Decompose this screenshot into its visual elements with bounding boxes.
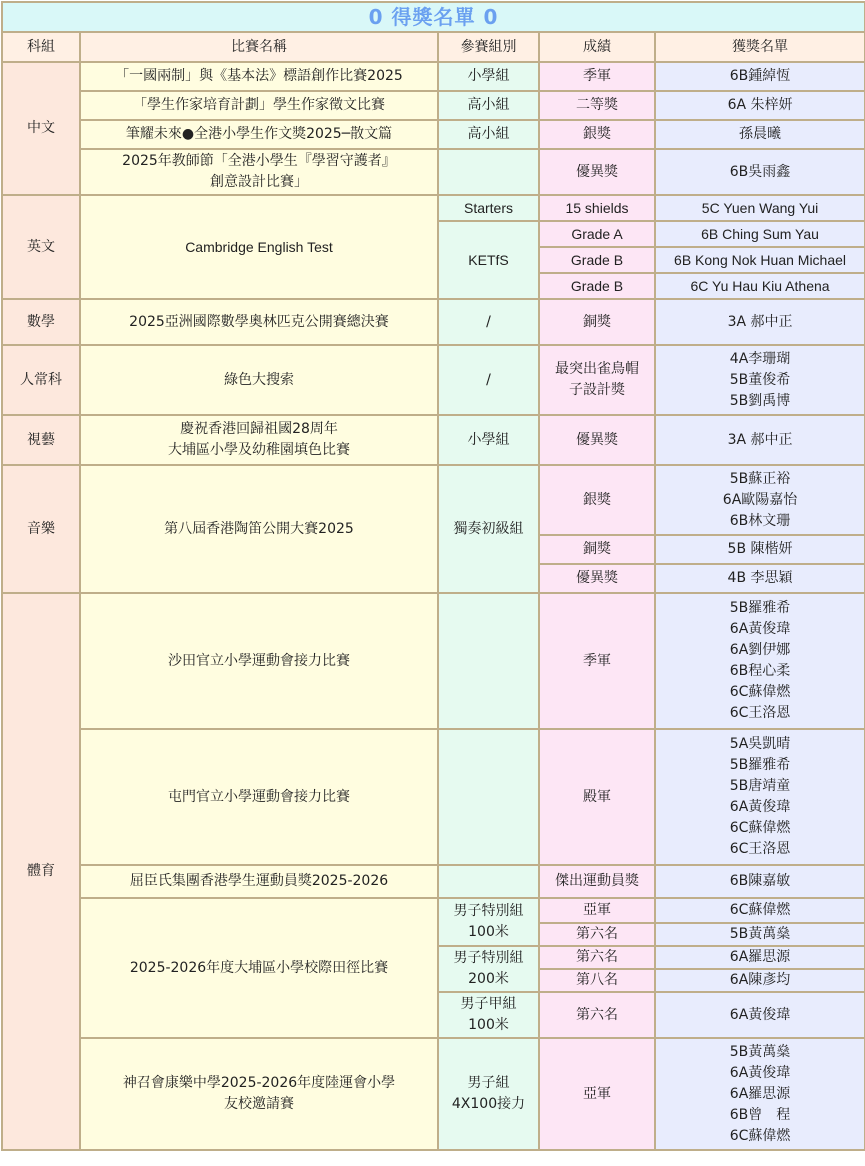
competition-name-line: 創意設計比賽」: [210, 174, 308, 190]
group-line: 男子組: [467, 1075, 510, 1091]
result: [539, 345, 655, 415]
title-row: [2, 2, 865, 32]
competition-name: 第八屆香港陶笛公開大賽2025: [80, 465, 438, 593]
table-row: [2, 345, 865, 415]
competition-name: 屈臣氏集團香港學生運動員獎2025-2026: [80, 865, 438, 898]
table-row: [2, 593, 865, 729]
competition-name: Cambridge English Test: [80, 195, 438, 299]
table-row: [2, 729, 865, 865]
result: 銀獎: [539, 120, 655, 149]
result: Grade B: [539, 273, 655, 299]
winner: 6A歐陽嘉怡: [722, 491, 798, 508]
winner: 5B唐靖童: [729, 778, 791, 794]
table-row: [2, 299, 865, 345]
winner-list: [655, 593, 865, 729]
table-row: [2, 149, 865, 195]
result: 銀獎: [539, 465, 655, 535]
competition-group: [438, 729, 539, 865]
competition-group: 高小組: [438, 120, 539, 149]
winner: 6A劉伊娜: [729, 642, 791, 658]
header-subject: 科組: [2, 32, 80, 62]
winner: 4A李珊瑚: [729, 350, 791, 367]
competition-group: 獨奏初級組: [438, 465, 539, 593]
competition-group: /: [438, 345, 539, 415]
competition-group: [438, 992, 539, 1038]
group-line: 200米: [468, 971, 509, 987]
winner: 6B吳雨鑫: [655, 149, 865, 195]
competition-name: 筆耀未來●全港小學生作文獎2025─散文篇: [80, 120, 438, 149]
competition-group: [438, 865, 539, 898]
competition-name: 綠色大搜索: [80, 345, 438, 415]
result-line: 最突出雀鳥帽: [555, 361, 639, 377]
subject-music: 音樂: [2, 465, 80, 593]
winner: 6A 朱梓妍: [655, 91, 865, 120]
subject-math: 數學: [2, 299, 80, 345]
result: 第八名: [539, 969, 655, 992]
competition-name-line: 大埔區小學及幼稚園填色比賽: [168, 442, 350, 458]
competition-name: 2025亞洲國際數學奧林匹克公開賽總決賽: [80, 299, 438, 345]
winner: 5B羅雅希: [729, 757, 791, 773]
winner: 5B董俊希: [729, 371, 791, 388]
winner: 3A 郝中正: [655, 415, 865, 465]
result: 銅獎: [539, 535, 655, 564]
winner: 5C Yuen Wang Yui: [655, 195, 865, 221]
result: Grade B: [539, 247, 655, 273]
competition-name-line: 友校邀請賽: [224, 1096, 294, 1112]
competition-group: KETfS: [438, 221, 539, 299]
winner: 6A陳彥均: [655, 969, 865, 992]
competition-group: [438, 898, 539, 946]
winner: 6C王洛恩: [729, 841, 791, 857]
winner: 5B 陳楷妍: [655, 535, 865, 564]
winner: 6C蘇偉燃: [729, 820, 791, 836]
winner: 6B Kong Nok Huan Michael: [655, 247, 865, 273]
header-result: 成績: [539, 32, 655, 62]
winner: 6B林文珊: [729, 512, 791, 529]
table-row: [2, 465, 865, 535]
competition-name: [80, 149, 438, 195]
group-line: 男子特別組: [453, 903, 524, 919]
subject-english: 英文: [2, 195, 80, 299]
table-row: [2, 865, 865, 898]
result-line: 子設計獎: [569, 382, 625, 398]
winner: 5B劉禹博: [729, 392, 791, 409]
winner: 6B陳嘉敏: [655, 865, 865, 898]
winner: 6C蘇偉燃: [729, 1127, 791, 1144]
result: 第六名: [539, 992, 655, 1038]
group-line: 男子特別組: [453, 950, 524, 966]
result: 優異獎: [539, 149, 655, 195]
winner: 6A黃俊瑋: [729, 1064, 791, 1081]
winner-list: [655, 345, 865, 415]
table-row: [2, 1038, 865, 1150]
result: 季軍: [539, 62, 655, 91]
table-row: [2, 62, 865, 91]
table-row: [2, 120, 865, 149]
competition-name: 屯門官立小學運動會接力比賽: [80, 729, 438, 865]
winner: 6B鍾綽恆: [655, 62, 865, 91]
winner: 4B 李思穎: [655, 564, 865, 593]
competition-name-line: 慶祝香港回歸祖國28周年: [180, 421, 338, 437]
winner: 6A羅思源: [729, 1085, 791, 1102]
competition-group: [438, 946, 539, 992]
winner: 5B羅雅希: [729, 600, 791, 616]
result: 殿軍: [539, 729, 655, 865]
competition-group: 小學組: [438, 62, 539, 91]
result: 優異獎: [539, 564, 655, 593]
group-line: 100米: [468, 924, 509, 940]
competition-name-line: 2025年教師節「全港小學生『學習守護者』: [122, 153, 396, 169]
winner: 6A羅思源: [655, 946, 865, 969]
winner: 孫晨曦: [655, 120, 865, 149]
awards-table: [1, 1, 865, 1151]
header-winners: 獲獎名單: [655, 32, 865, 62]
result: 優異獎: [539, 415, 655, 465]
winner: 5B黃萬燊: [655, 923, 865, 946]
result: 二等獎: [539, 91, 655, 120]
winner: 6A黃俊瑋: [729, 799, 791, 815]
result: 傑出運動員獎: [539, 865, 655, 898]
competition-group: 小學組: [438, 415, 539, 465]
winner: 6B曾 程: [729, 1106, 791, 1123]
competition-name-line: 神召會康樂中學2025-2026年度陸運會小學: [122, 1075, 396, 1091]
competition-group: /: [438, 299, 539, 345]
result: 15 shields: [539, 195, 655, 221]
competition-group: 高小組: [438, 91, 539, 120]
winner: 6A黃俊瑋: [655, 992, 865, 1038]
header-competition: 比賽名稱: [80, 32, 438, 62]
competition-group: Starters: [438, 195, 539, 221]
group-line: 4X100接力: [451, 1096, 526, 1112]
competition-group: [438, 149, 539, 195]
result: Grade A: [539, 221, 655, 247]
winner-list: [655, 465, 865, 535]
subject-chinese: 中文: [2, 62, 80, 195]
winner: 5B黃萬燊: [729, 1043, 791, 1060]
group-line: 100米: [468, 1017, 509, 1033]
subject-pe: 體育: [2, 593, 80, 1150]
winner: 6C Yu Hau Kiu Athena: [655, 273, 865, 299]
competition-name: 「學生作家培育計劃」學生作家徵文比賽: [80, 91, 438, 120]
winner: 6C蘇偉燃: [655, 898, 865, 923]
subject-visual-arts: 視藝: [2, 415, 80, 465]
table-row: [2, 898, 865, 923]
competition-name: [80, 415, 438, 465]
winner: 3A 郝中正: [655, 299, 865, 345]
result: 亞軍: [539, 898, 655, 923]
winner: 6C王洛恩: [729, 705, 791, 721]
competition-group: [438, 593, 539, 729]
winner: 6A黃俊瑋: [729, 621, 791, 637]
winner-list: [655, 1038, 865, 1150]
competition-name: 沙田官立小學運動會接力比賽: [80, 593, 438, 729]
winner: 5B蘇正裕: [729, 470, 791, 487]
subject-general-studies: 人常科: [2, 345, 80, 415]
page-title: 0 得獎名單 0: [2, 2, 865, 32]
result: 第六名: [539, 923, 655, 946]
competition-name: 2025-2026年度大埔區小學校際田徑比賽: [80, 898, 438, 1038]
table-row: [2, 415, 865, 465]
result: 亞軍: [539, 1038, 655, 1150]
result: 季軍: [539, 593, 655, 729]
competition-name: 「一國兩制」與《基本法》標語創作比賽2025: [80, 62, 438, 91]
winner: 6C蘇偉燃: [729, 684, 791, 700]
result: 第六名: [539, 946, 655, 969]
winner: 6B Ching Sum Yau: [655, 221, 865, 247]
header-row: [2, 32, 865, 62]
result: 銅獎: [539, 299, 655, 345]
group-line: 男子甲組: [460, 996, 517, 1012]
header-group: 參賽組別: [438, 32, 539, 62]
winner: 6B程心柔: [729, 663, 791, 679]
table-row: [2, 195, 865, 221]
competition-group: [438, 1038, 539, 1150]
competition-name: [80, 1038, 438, 1150]
table-row: [2, 91, 865, 120]
winner-list: [655, 729, 865, 865]
winner: 5A吳凱晴: [729, 736, 791, 752]
